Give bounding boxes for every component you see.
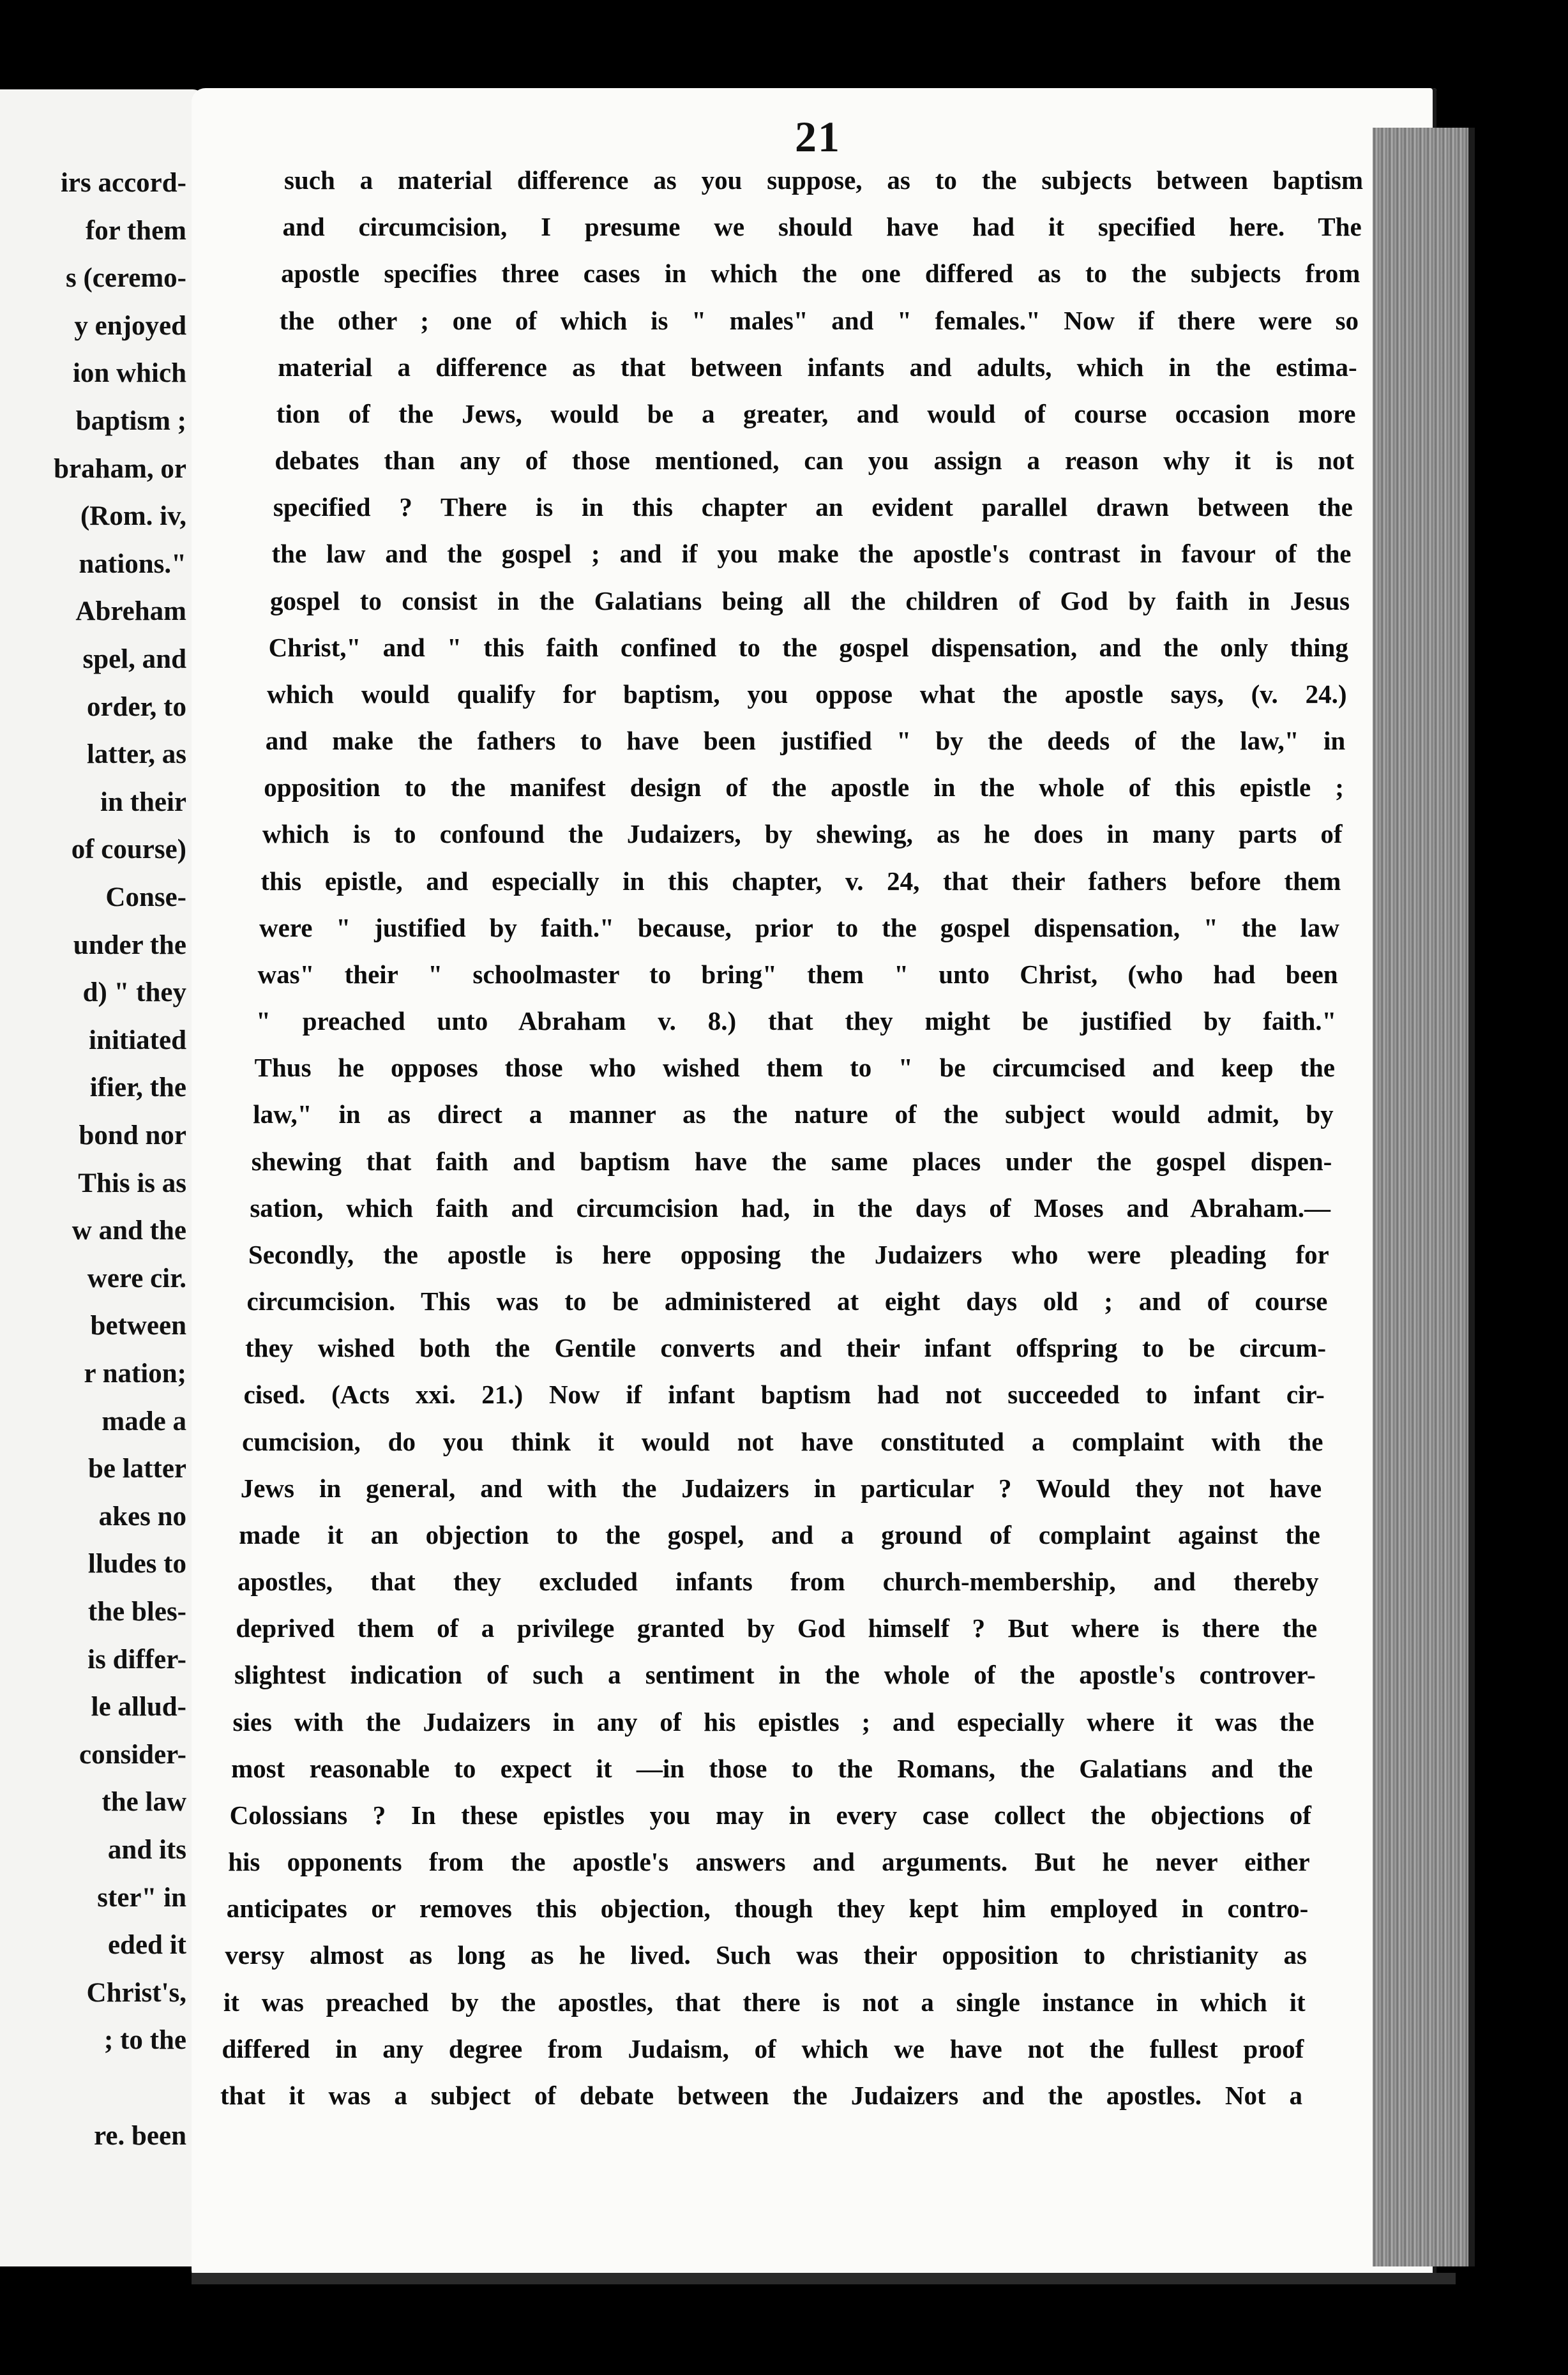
previous-page-line: bond nor xyxy=(79,1120,186,1150)
text-line: tion of the Jews, would be a greater, and would of course occasion more xyxy=(276,398,1356,428)
previous-page-line: spel, and xyxy=(82,644,186,674)
text-line: apostles, that they excluded infants from church-membership, and thereby xyxy=(237,1567,1319,1597)
text-line: Secondly, the apostle is here opposing the Judaizers who were pleading for xyxy=(248,1239,1329,1269)
previous-page-line: (Rom. iv, xyxy=(80,501,186,532)
text-line: apostle specifies three cases in which the one differed as to the subjects from xyxy=(281,259,1361,289)
previous-page-line: This is as xyxy=(78,1168,186,1198)
text-line: Christ," and " this faith confined to the gospel dispensation, and the only thing xyxy=(268,632,1348,662)
previous-page-line: latter, as xyxy=(86,739,186,770)
text-line: most reasonable to expect it —in those to the Romans, the Galatians and the xyxy=(231,1753,1313,1783)
text-line: " preached unto Abraham v. 8.) that they might be justified by faith." xyxy=(256,1006,1337,1036)
text-line: that it was a subject of debate between the Judaizers and the apostles. Not a xyxy=(220,2081,1302,2110)
text-line: the law and the gospel ; and if you make the apostle's contrast in favour of the xyxy=(271,539,1352,569)
text-line: and make the fathers to have been justified " by the deeds of the law," in xyxy=(265,726,1346,756)
text-line: anticipates or removes this objection, though they kept him employed in contro- xyxy=(226,1894,1309,1924)
text-line: which would qualify for baptism, you oppose what the apostle says, (v. 24.) xyxy=(267,679,1347,709)
text-line: slightest indication of such a sentiment in the whole of the apostle's controver- xyxy=(234,1660,1316,1690)
text-line: was" their " schoolmaster to bring" them " unto Christ, (who had been xyxy=(257,959,1338,989)
previous-page-line: consider- xyxy=(79,1739,186,1770)
previous-page-line: ster" in xyxy=(97,1882,186,1913)
text-line: this epistle, and especially in this chapter, v. 24, that their fathers before them xyxy=(260,866,1341,896)
previous-page-line: ion which xyxy=(72,358,186,389)
previous-page-line: the bles- xyxy=(87,1597,186,1627)
previous-page-line: Conse- xyxy=(105,882,186,912)
text-line: they wished both the Gentile converts and their infant offspring to be circum- xyxy=(245,1333,1327,1363)
previous-page-line: for them xyxy=(85,215,186,246)
previous-page-line: of course) xyxy=(71,834,186,865)
text-line: circumcision. This was to be administered at eight days old ; and of course xyxy=(246,1286,1328,1316)
previous-page-line: re. been xyxy=(94,2120,186,2151)
previous-page-line: order, to xyxy=(86,691,186,722)
text-line: cised. (Acts xxi. 21.) Now if infant baptism had not succeeded to infant cir- xyxy=(243,1380,1325,1410)
previous-page-line: irs accord- xyxy=(60,168,186,198)
previous-page-line: made a xyxy=(102,1406,186,1436)
text-line: debates than any of those mentioned, can you assign a reason why it is not xyxy=(275,446,1355,476)
text-line: Thus he opposes those who wished them to " be circumcised and keep the xyxy=(254,1053,1335,1083)
text-line: differed in any degree from Judaism, of which we have not the fullest proof xyxy=(222,2033,1304,2063)
text-line: Jews in general, and with the Judaizers in particular ? Would they not have xyxy=(240,1473,1322,1503)
text-line: cumcision, do you think it would not have constituted a complaint with the xyxy=(242,1426,1323,1456)
text-line: Colossians ? In these epistles you may in every case collect the objections of xyxy=(229,1800,1311,1830)
previous-page-line: be latter xyxy=(87,1454,186,1484)
previous-page-line: y enjoyed xyxy=(74,310,186,341)
previous-page-line: Abreham xyxy=(75,596,186,627)
previous-page-line: ; to the xyxy=(104,2025,186,2056)
previous-page-line: baptism ; xyxy=(75,406,186,436)
previous-page-line: under the xyxy=(73,930,186,960)
previous-page-line: d) " they xyxy=(82,977,186,1008)
text-line: shewing that faith and baptism have the same places under the gospel dispen- xyxy=(251,1146,1332,1176)
page-number: 21 xyxy=(795,112,841,161)
text-line: specified ? There is in this chapter an evident parallel drawn between the xyxy=(273,492,1353,522)
text-line: deprived them of a privilege granted by God himself ? But where is there the xyxy=(236,1613,1318,1643)
previous-page-line: eded it xyxy=(107,1930,186,1961)
text-line: which is to confound the Judaizers, by shewing, as he does in many parts of xyxy=(262,819,1343,849)
text-line: and circumcision, I presume we should have had it specified here. The xyxy=(282,212,1362,242)
previous-page-line: s (ceremo- xyxy=(65,263,186,294)
previous-page-line: nations." xyxy=(79,548,186,579)
text-line: it was preached by the apostles, that there is not a single instance in which it xyxy=(223,1987,1306,2017)
text-line: were " justified by faith." because, prior to the gospel dispensation, " the law xyxy=(259,912,1339,942)
text-line: sies with the Judaizers in any of his epistles ; and especially where it was the xyxy=(232,1707,1315,1737)
text-line: such a material difference as you suppose, as to the subjects between baptism xyxy=(284,165,1363,195)
previous-page-line: w and the xyxy=(72,1216,186,1246)
text-line: material a difference as that between infants and adults, which in the estima- xyxy=(278,352,1357,382)
previous-page-line: between xyxy=(90,1311,186,1341)
previous-page-line: Christ's, xyxy=(86,1977,186,2008)
text-line: made it an objection to the gospel, and a ground of complaint against the xyxy=(239,1519,1320,1549)
previous-page-line: were cir. xyxy=(87,1263,186,1293)
previous-page-line: ifier, the xyxy=(89,1073,186,1103)
text-line: gospel to consist in the Galatians being all the children of God by faith in Jesus xyxy=(270,585,1350,615)
previous-page-line: and its xyxy=(107,1835,186,1865)
previous-page-line: the law xyxy=(102,1787,186,1818)
previous-page-line: in their xyxy=(100,787,186,817)
text-line: the other ; one of which is " males" and " females." Now if there were so xyxy=(279,305,1359,335)
previous-page-line: initiated xyxy=(89,1025,186,1055)
text-line: versy almost as long as he lived. Such was their opposition to christianity as xyxy=(225,1940,1307,1970)
previous-page-line: r nation; xyxy=(84,1359,186,1389)
previous-page-line: braham, or xyxy=(54,453,186,484)
previous-page-line: akes no xyxy=(98,1501,186,1532)
previous-page-line: lludes to xyxy=(87,1549,186,1580)
text-line: law," in as direct a manner as the nature of the subject would admit, by xyxy=(253,1099,1334,1129)
text-line: his opponents from the apostle's answers and arguments. But he never either xyxy=(228,1847,1310,1877)
text-line: sation, which faith and circumcision had, in the days of Moses and Abraham.— xyxy=(250,1193,1331,1223)
text-line: opposition to the manifest design of the apostle in the whole of this epistle ; xyxy=(264,773,1344,803)
previous-page-line: is differ- xyxy=(87,1644,186,1675)
previous-page-line: le allud- xyxy=(91,1692,186,1723)
